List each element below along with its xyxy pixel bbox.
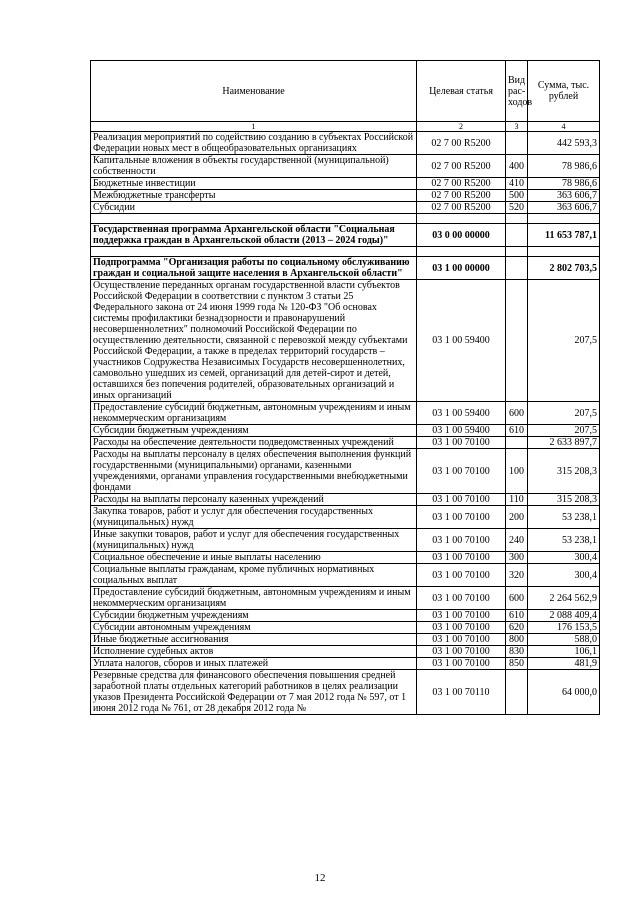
cell-code: 03 1 00 70100 (417, 587, 506, 610)
cell-name: Бюджетные инвестиции (91, 178, 417, 190)
cell-sum: 300,4 (528, 564, 600, 587)
cell-sum: 2 802 703,5 (528, 257, 600, 280)
cell-name: Расходы на обеспечение деятельности подведомственных учреждений (91, 437, 417, 449)
table-row (91, 178, 600, 190)
empty-cell (528, 214, 600, 224)
table-row (91, 437, 600, 449)
cell-vid: 300 (506, 552, 528, 564)
table-row (91, 658, 600, 670)
cell-vid (506, 132, 528, 155)
header-vid: Вид рас-ходов (506, 61, 528, 122)
table-row (91, 506, 600, 529)
cell-vid: 620 (506, 622, 528, 634)
cell-sum: 176 153,5 (528, 622, 600, 634)
column-number: 1 (91, 122, 417, 132)
table-row (91, 670, 600, 715)
cell-vid (506, 280, 528, 402)
table-row (91, 587, 600, 610)
cell-vid (506, 224, 528, 247)
table-row (91, 132, 600, 155)
cell-name: Иные закупки товаров, работ и услуг для обеспечения государственных (муниципальных) нужд (91, 529, 417, 552)
empty-cell (417, 247, 506, 257)
cell-sum: 106,1 (528, 646, 600, 658)
table-row (91, 529, 600, 552)
table-row (91, 634, 600, 646)
cell-vid: 240 (506, 529, 528, 552)
table-row (91, 494, 600, 506)
column-number: 3 (506, 122, 528, 132)
cell-name: Социальные выплаты гражданам, кроме публичных нормативных социальных выплат (91, 564, 417, 587)
column-number: 4 (528, 122, 600, 132)
header-code: Целевая статья (417, 61, 506, 122)
empty-cell (506, 214, 528, 224)
cell-vid: 410 (506, 178, 528, 190)
cell-name: Предоставление субсидий бюджетным, автономным учреждениям и иным некоммерческим организациям (91, 402, 417, 425)
cell-name: Иные бюджетные ассигнования (91, 634, 417, 646)
cell-code: 03 1 00 70100 (417, 437, 506, 449)
cell-vid: 610 (506, 425, 528, 437)
cell-name: Подпрограмма "Организация работы по социальному обслуживанию граждан и социальной защите населения в Архангельской области" (91, 257, 417, 280)
cell-code: 03 1 00 70100 (417, 494, 506, 506)
cell-name: Предоставление субсидий бюджетным, автономным учреждениям и иным некоммерческим организациям (91, 587, 417, 610)
cell-name: Капитальные вложения в объекты государственной (муниципальной) собственности (91, 155, 417, 178)
cell-vid (506, 257, 528, 280)
column-number: 2 (417, 122, 506, 132)
cell-vid: 610 (506, 610, 528, 622)
table-row (91, 155, 600, 178)
cell-sum: 78 986,6 (528, 155, 600, 178)
table-row (91, 202, 600, 214)
cell-sum: 78 986,6 (528, 178, 600, 190)
spacer-row (91, 214, 600, 224)
cell-vid: 320 (506, 564, 528, 587)
cell-name: Уплата налогов, сборов и иных платежей (91, 658, 417, 670)
empty-cell (528, 247, 600, 257)
cell-code: 02 7 00 R5200 (417, 202, 506, 214)
cell-code: 03 1 00 70100 (417, 610, 506, 622)
cell-sum: 207,5 (528, 402, 600, 425)
cell-code: 03 1 00 59400 (417, 425, 506, 437)
cell-vid: 400 (506, 155, 528, 178)
cell-name: Закупка товаров, работ и услуг для обеспечения государственных (муниципальных) нужд (91, 506, 417, 529)
cell-sum: 363 606,7 (528, 190, 600, 202)
table-row (91, 280, 600, 402)
table-row (91, 622, 600, 634)
cell-sum: 481,9 (528, 658, 600, 670)
table-body (91, 61, 600, 715)
empty-cell (91, 247, 417, 257)
cell-name: Субсидии бюджетным учреждениям (91, 425, 417, 437)
cell-vid: 100 (506, 449, 528, 494)
cell-code: 02 7 00 R5200 (417, 132, 506, 155)
cell-sum: 2 633 897,7 (528, 437, 600, 449)
cell-vid (506, 670, 528, 715)
program-row (91, 224, 600, 247)
cell-sum: 315 208,3 (528, 494, 600, 506)
cell-sum: 11 653 787,1 (528, 224, 600, 247)
empty-cell (506, 247, 528, 257)
cell-code: 03 1 00 70100 (417, 506, 506, 529)
cell-code: 03 1 00 70100 (417, 658, 506, 670)
cell-name: Субсидии автономным учреждениям (91, 622, 417, 634)
cell-code: 03 1 00 70110 (417, 670, 506, 715)
cell-name: Осуществление переданных органам государственной власти субъектов Российской Федерации в соответствии с пунктом 3 статьи 25 Федерального закона от 24 июня 1999 года № 120-ФЗ "Об основах системы профилактики безнадзорности и правонарушений несовершеннолетних" полномочий Российской Федерации по осуществлению деятельности, связанной с перевозкой между субъектами Российской Федерации, а также в пределах территорий государств – участников Содружества Независимых Государств несовершеннолетних, самовольно ушедших из семей, организаций для детей-сирот и детей, оставшихся без попечения родителей, образовательных организаций и иных организаций (91, 280, 417, 402)
cell-name: Реализация мероприятий по содействию созданию в субъектах Российской Федерации новых мест в общеобразовательных организациях (91, 132, 417, 155)
table-row (91, 646, 600, 658)
cell-vid: 850 (506, 658, 528, 670)
cell-vid: 830 (506, 646, 528, 658)
header-row (91, 61, 600, 122)
cell-name: Государственная программа Архангельской области "Социальная поддержка граждан в Архангельской области (2013 – 2024 годы)" (91, 224, 417, 247)
cell-sum: 300,4 (528, 552, 600, 564)
cell-vid: 600 (506, 402, 528, 425)
table-row (91, 402, 600, 425)
header-sum: Сумма, тыс. рублей (528, 61, 600, 122)
table-row (91, 425, 600, 437)
empty-cell (417, 214, 506, 224)
cell-code: 02 7 00 R5200 (417, 178, 506, 190)
cell-vid (506, 437, 528, 449)
cell-sum: 363 606,7 (528, 202, 600, 214)
cell-name: Субсидии (91, 202, 417, 214)
header-name: Наименование (91, 61, 417, 122)
cell-name: Расходы на выплаты персоналу казенных учреждений (91, 494, 417, 506)
cell-code: 03 1 00 59400 (417, 280, 506, 402)
cell-vid: 200 (506, 506, 528, 529)
cell-sum: 64 000,0 (528, 670, 600, 715)
cell-code: 03 1 00 70100 (417, 634, 506, 646)
cell-sum: 53 238,1 (528, 529, 600, 552)
cell-name: Межбюджетные трансферты (91, 190, 417, 202)
cell-code: 03 0 00 00000 (417, 224, 506, 247)
column-number-row (91, 122, 600, 132)
cell-code: 03 1 00 70100 (417, 564, 506, 587)
cell-code: 03 1 00 70100 (417, 622, 506, 634)
table-row (91, 449, 600, 494)
table-row (91, 552, 600, 564)
empty-cell (91, 214, 417, 224)
cell-name: Резервные средства для финансового обеспечения повышения средней заработной платы отдельных категорий работников в целях реализации указов Президента Российской Федерации от 7 мая 2012 года № 597, от 1 июня 2012 года № 761, от 28 декабря 2012 года № (91, 670, 417, 715)
cell-sum: 2 264 562,9 (528, 587, 600, 610)
cell-code: 03 1 00 70100 (417, 449, 506, 494)
cell-code: 03 1 00 59400 (417, 402, 506, 425)
page-number: 12 (314, 872, 326, 884)
cell-name: Расходы на выплаты персоналу в целях обеспечения выполнения функций государственными (муниципальными) органами, казенными учреждениями, органами управления государственными внебюджетными фондами (91, 449, 417, 494)
budget-table (90, 60, 600, 715)
cell-code: 02 7 00 R5200 (417, 155, 506, 178)
cell-name: Субсидии бюджетным учреждениям (91, 610, 417, 622)
cell-vid: 500 (506, 190, 528, 202)
spacer-row (91, 247, 600, 257)
cell-code: 03 1 00 70100 (417, 646, 506, 658)
cell-sum: 442 593,3 (528, 132, 600, 155)
table-row (91, 610, 600, 622)
cell-sum: 588,0 (528, 634, 600, 646)
table-row (91, 190, 600, 202)
table-row (91, 564, 600, 587)
cell-vid: 600 (506, 587, 528, 610)
cell-vid: 520 (506, 202, 528, 214)
cell-code: 02 7 00 R5200 (417, 190, 506, 202)
cell-sum: 315 208,3 (528, 449, 600, 494)
cell-sum: 2 088 409,4 (528, 610, 600, 622)
cell-code: 03 1 00 00000 (417, 257, 506, 280)
cell-code: 03 1 00 70100 (417, 529, 506, 552)
cell-vid: 800 (506, 634, 528, 646)
cell-vid: 110 (506, 494, 528, 506)
cell-sum: 207,5 (528, 425, 600, 437)
program-row (91, 257, 600, 280)
cell-sum: 207,5 (528, 280, 600, 402)
cell-sum: 53 238,1 (528, 506, 600, 529)
cell-name: Социальное обеспечение и иные выплаты населению (91, 552, 417, 564)
cell-name: Исполнение судебных актов (91, 646, 417, 658)
cell-code: 03 1 00 70100 (417, 552, 506, 564)
